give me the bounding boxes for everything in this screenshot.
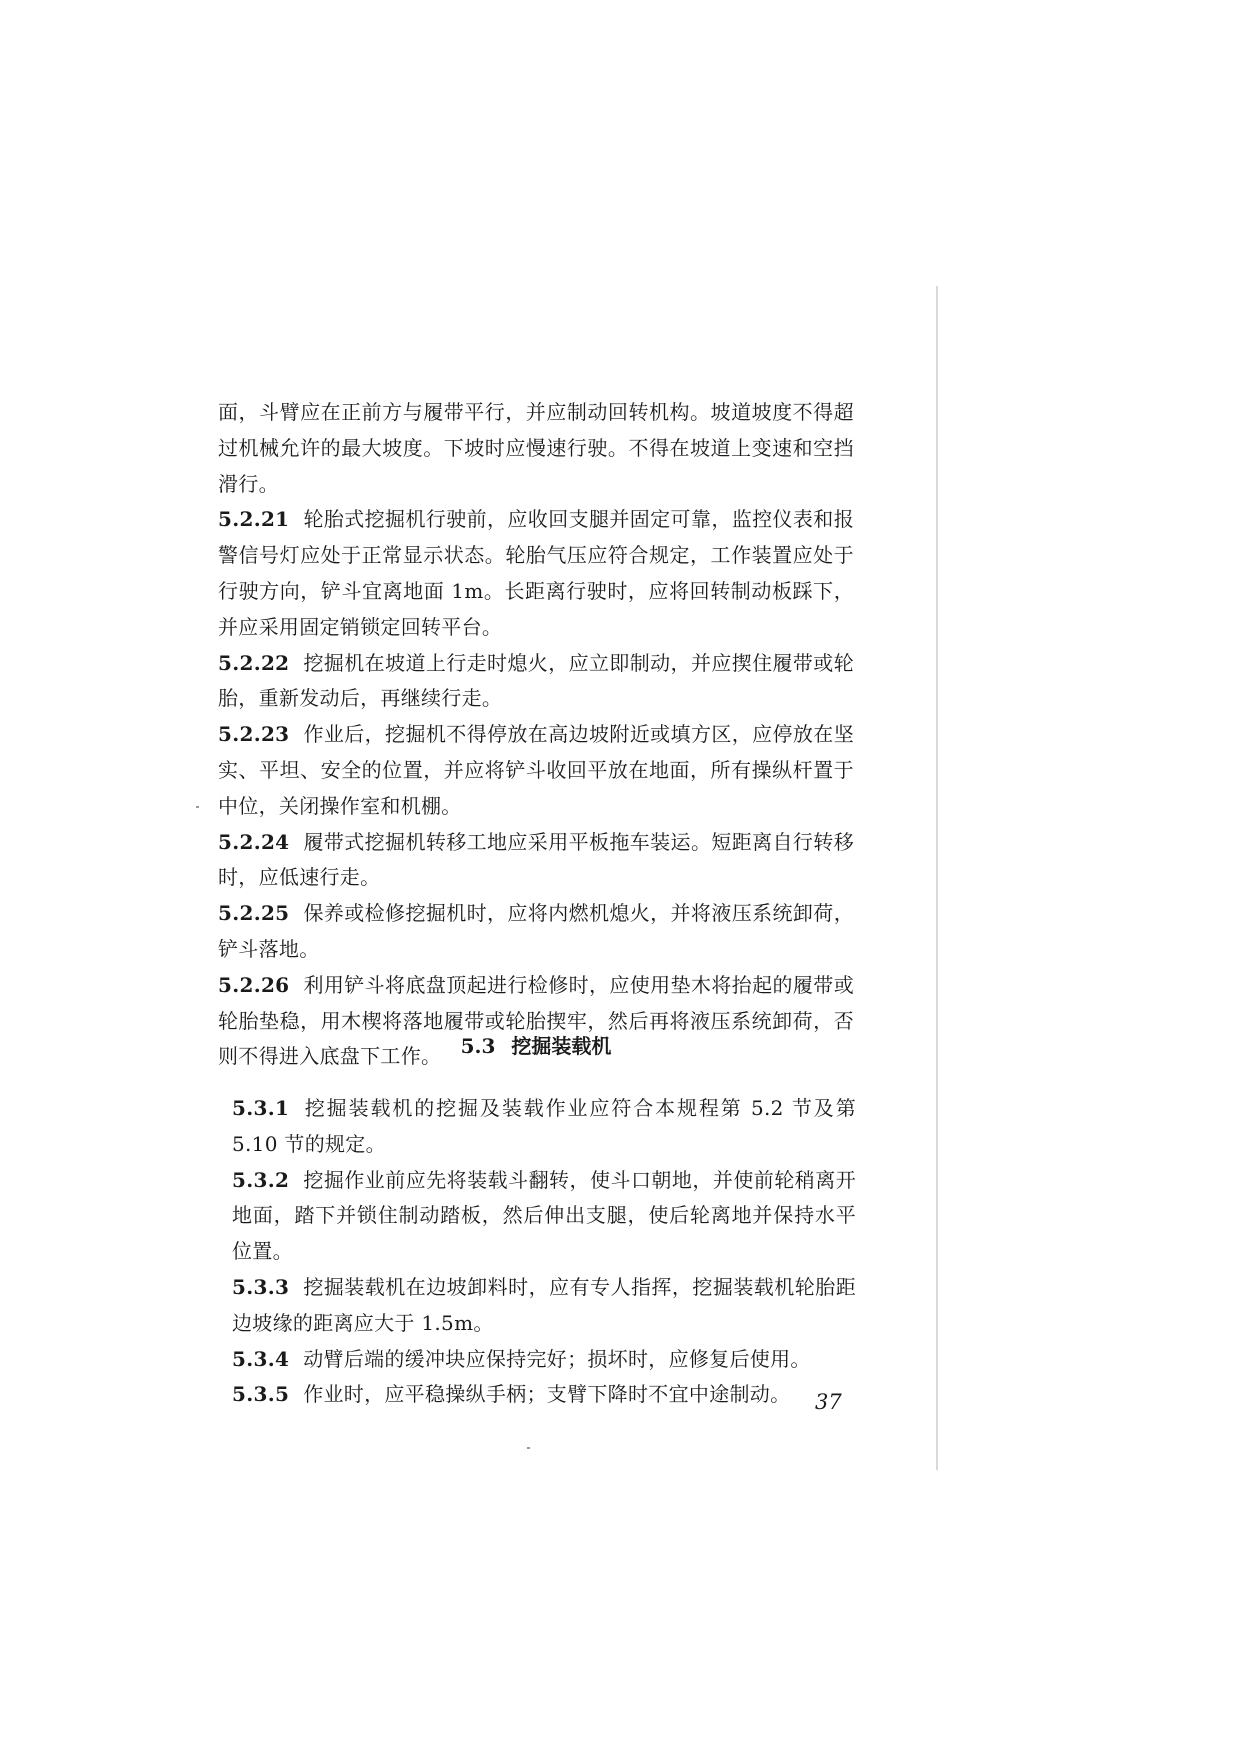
clause-5-2-24: [218, 825, 854, 897]
clause-text: 动臂后端的缓冲块应保持完好；损坏时，应修复后使用。: [303, 1346, 811, 1371]
clause-number: 5.2.25: [218, 901, 290, 926]
clause-number: 5.3.1: [232, 1096, 290, 1120]
clause-text: 挖掘装载机的挖掘及装载作业应符合本规程第 5.2 节及第 5.10 节的规定。: [232, 1096, 856, 1156]
clause-5-2-22: [218, 646, 854, 718]
clause-text: 作业后，挖掘机不得停放在高边坡附近或填方区，应停放在坚实、平坦、安全的位置，并应将铲斗收回平放在地面，所有操纵杆置于中位，关闭操作室和机棚。: [218, 722, 854, 818]
scan-speck: [196, 806, 199, 808]
clause-5-2-26: [218, 968, 854, 1075]
clause-number: 5.3.3: [232, 1274, 290, 1299]
clause-text: 利用铲斗将底盘顶起进行检修时，应使用垫木将抬起的履带或轮胎垫稳，用木楔将落地履带或轮胎揳牢，然后再将液压系统卸荷，否则不得进入底盘下工作。: [218, 972, 854, 1069]
clause-number: 5.2.22: [218, 650, 290, 675]
clause-text: 履带式挖掘机转移工地应采用平板拖车装运。短距离自行转移时，应低速行走。: [218, 829, 854, 890]
section-number: 5.3: [460, 1034, 496, 1058]
section-heading: [218, 1030, 854, 1059]
clause-5-3-3: [232, 1270, 856, 1342]
clause-5-2-25: [218, 896, 854, 968]
clause-number: 5.2.24: [218, 829, 290, 854]
clause-text: 挖掘装载机在边坡卸料时，应有专人指挥，挖掘装载机轮胎距边坡缘的距离应大于 1.5m。: [232, 1274, 856, 1335]
clause-5-3-2: [232, 1163, 856, 1270]
clause-5-3-1: [232, 1091, 856, 1163]
clause-number: 5.3.5: [232, 1382, 290, 1407]
clause-text: 作业时，应平稳操纵手柄；支臂下降时不宜中途制动。: [303, 1382, 791, 1407]
clause-text: 轮胎式挖掘机行驶前，应收回支腿并固定可靠，监控仪表和报警信号灯应处于正常显示状态。轮胎气压应符合规定，工作装置应处于行驶方向，铲斗宜离地面 1m。长距离行驶时，应将回转制动板踩下，并应采用固定销锁定回转平台。: [218, 507, 854, 639]
clause-5-2-21: [218, 502, 854, 645]
clause-5-3-4: [232, 1342, 856, 1378]
clause-text: 挖掘作业前应先将装载斗翻转，使斗口朝地，并使前轮稍离开地面，踏下并锁住制动踏板，然后伸出支腿，使后轮离地并保持水平位置。: [232, 1167, 856, 1264]
section-title: 挖掘装载机: [511, 1034, 612, 1058]
clause-number: 5.3.4: [232, 1346, 290, 1371]
clause-number: 5.3.2: [232, 1167, 290, 1192]
clause-5-3-5: [232, 1377, 856, 1413]
text-block-5-2: [218, 395, 854, 1075]
clause-5-2-23: [218, 717, 854, 824]
clause-text: 保养或检修挖掘机时，应将内燃机熄火，并将液压系统卸荷，铲斗落地。: [218, 901, 854, 961]
clause-text: 挖掘机在坡道上行走时熄火，应立即制动，并应揳住履带或轮胎，重新发动后，再继续行走。: [218, 650, 854, 711]
continuation-paragraph: 面，斗臂应在正前方与履带平行，并应制动回转机构。坡道坡度不得超过机械允许的最大坡度。下坡时应慢速行驶。不得在坡道上变速和空挡滑行。: [218, 400, 854, 496]
clause-number: 5.2.26: [218, 972, 290, 997]
page-number: 37: [815, 1390, 842, 1414]
clause-number: 5.2.21: [218, 507, 290, 532]
text-block-5-3: [232, 1091, 856, 1413]
clause-number: 5.2.23: [218, 722, 290, 747]
page-edge-shadow: [936, 286, 938, 1470]
scan-speck: [527, 1447, 530, 1449]
